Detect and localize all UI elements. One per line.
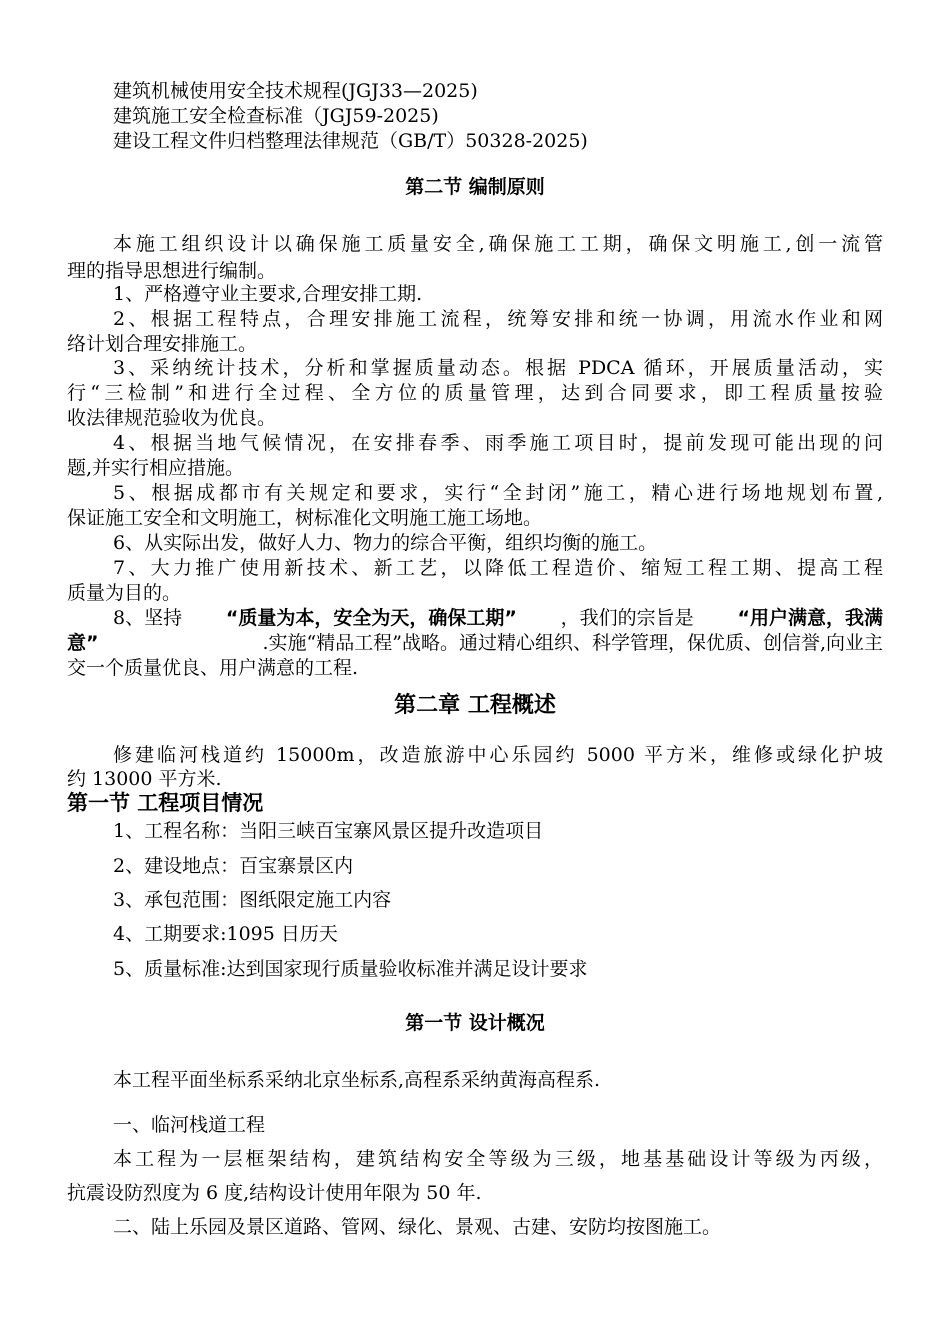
paragraph-line: 题,并实行相应措施。 xyxy=(67,457,245,479)
emphasis-text: “质量为本，安全为天，确保工期” xyxy=(225,607,517,629)
section-heading: 第二节 编制原则 xyxy=(405,176,545,198)
list-item: 6、从实际出发，做好人力、物力的综合平衡，组织均衡的施工。 xyxy=(113,532,658,554)
subsection-heading: 一、临河栈道工程 xyxy=(113,1114,266,1136)
paragraph-line: 保证施工安全和文明施工，树标准化文明施工施工场地。 xyxy=(67,507,543,529)
paragraph-line: 交一个质量优良、用户满意的工程. xyxy=(67,657,359,679)
emphasis-text: 意” xyxy=(67,632,99,654)
section-heading: 第一节 工程项目情况 xyxy=(67,791,264,815)
list-item: 5、质量标准:达到国家现行质量验收标准并满足设计要求 xyxy=(113,958,588,980)
chapter-heading: 第二章 工程概述 xyxy=(394,693,556,718)
list-item: 1、严格遵守业主要求,合理安排工期. xyxy=(113,283,423,305)
paragraph-line: 抗震设防烈度为 6 度,结构设计使用年限为 50 年. xyxy=(67,1182,482,1204)
list-item: 4、工期要求:1095 日历天 xyxy=(113,923,338,945)
standard-line: 建筑施工安全检查标准（JGJ59-2025) xyxy=(113,105,439,127)
list-item: 3、采纳统计技术，分析和掌握质量动态。根据 PDCA 循环，开展质量活动，实 xyxy=(113,357,883,379)
item-text: 8、坚持 xyxy=(113,607,183,629)
paragraph-line: 理的指导思想进行编制。 xyxy=(67,260,277,282)
list-item: 7、大力推广使用新技术、新工艺，以降低工程造价、缩短工程工期、提高工程 xyxy=(113,557,883,579)
emphasis-text: “用户满意，我满 xyxy=(737,607,883,629)
section-heading: 第一节 设计概况 xyxy=(405,1012,545,1034)
subsection-heading: 二、陆上乐园及景区道路、管网、绿化、景观、古建、安防均按图施工。 xyxy=(113,1216,722,1238)
paragraph-line: 质量为目的。 xyxy=(67,582,182,604)
paragraph-line: 本施工组织设计以确保施工质量安全,确保施工工期，确保文明施工,创一流管 xyxy=(113,233,883,255)
item-text: ，我们的宗旨是 xyxy=(560,607,694,629)
list-item: 4、根据当地气候情况，在安排春季、雨季施工项目时，提前发现可能出现的问 xyxy=(113,432,883,454)
paragraph-line: 修建临河栈道约 15000m，改造旅游中心乐园约 5000 平方米，维修或绿化护坡 xyxy=(113,744,883,766)
list-item: 2、建设地点：百宝寨景区内 xyxy=(113,855,354,877)
standard-line: 建筑机械使用安全技术规程(JGJ33—2025) xyxy=(113,80,478,102)
paragraph-line: 收法律规范验收为优良。 xyxy=(67,407,277,429)
paragraph-line: 本工程平面坐标系采纳北京坐标系,高程系采纳黄海高程系. xyxy=(113,1069,601,1091)
paragraph-line: 行“三检制”和进行全过程、全方位的质量管理，达到合同要求，即工程质量按验 xyxy=(67,382,883,404)
paragraph-line: 约 13000 平方米. xyxy=(67,768,222,790)
list-item xyxy=(113,603,883,630)
list-item: 5、根据成都市有关规定和要求，实行“全封闭”施工，精心进行场地规划布置, xyxy=(113,482,883,504)
item-text: .实施“精品工程”战略。通过精心组织、科学管理，保优质、创信誉,向业主 xyxy=(262,632,883,654)
standard-line: 建设工程文件归档整理法律规范（GB/T）50328-2025) xyxy=(113,130,588,152)
paragraph-line xyxy=(67,628,883,655)
paragraph-line: 络计划合理安排施工。 xyxy=(67,333,258,355)
list-item: 1、工程名称：当阳三峡百宝寨风景区提升改造项目 xyxy=(113,820,544,842)
paragraph-line: 本工程为一层框架结构，建筑结构安全等级为三级，地基基础设计等级为丙级， xyxy=(113,1148,883,1170)
list-item: 3、承包范围：图纸限定施工内容 xyxy=(113,889,392,911)
list-item: 2、根据工程特点，合理安排施工流程，统筹安排和统一协调，用流水作业和网 xyxy=(113,308,883,330)
